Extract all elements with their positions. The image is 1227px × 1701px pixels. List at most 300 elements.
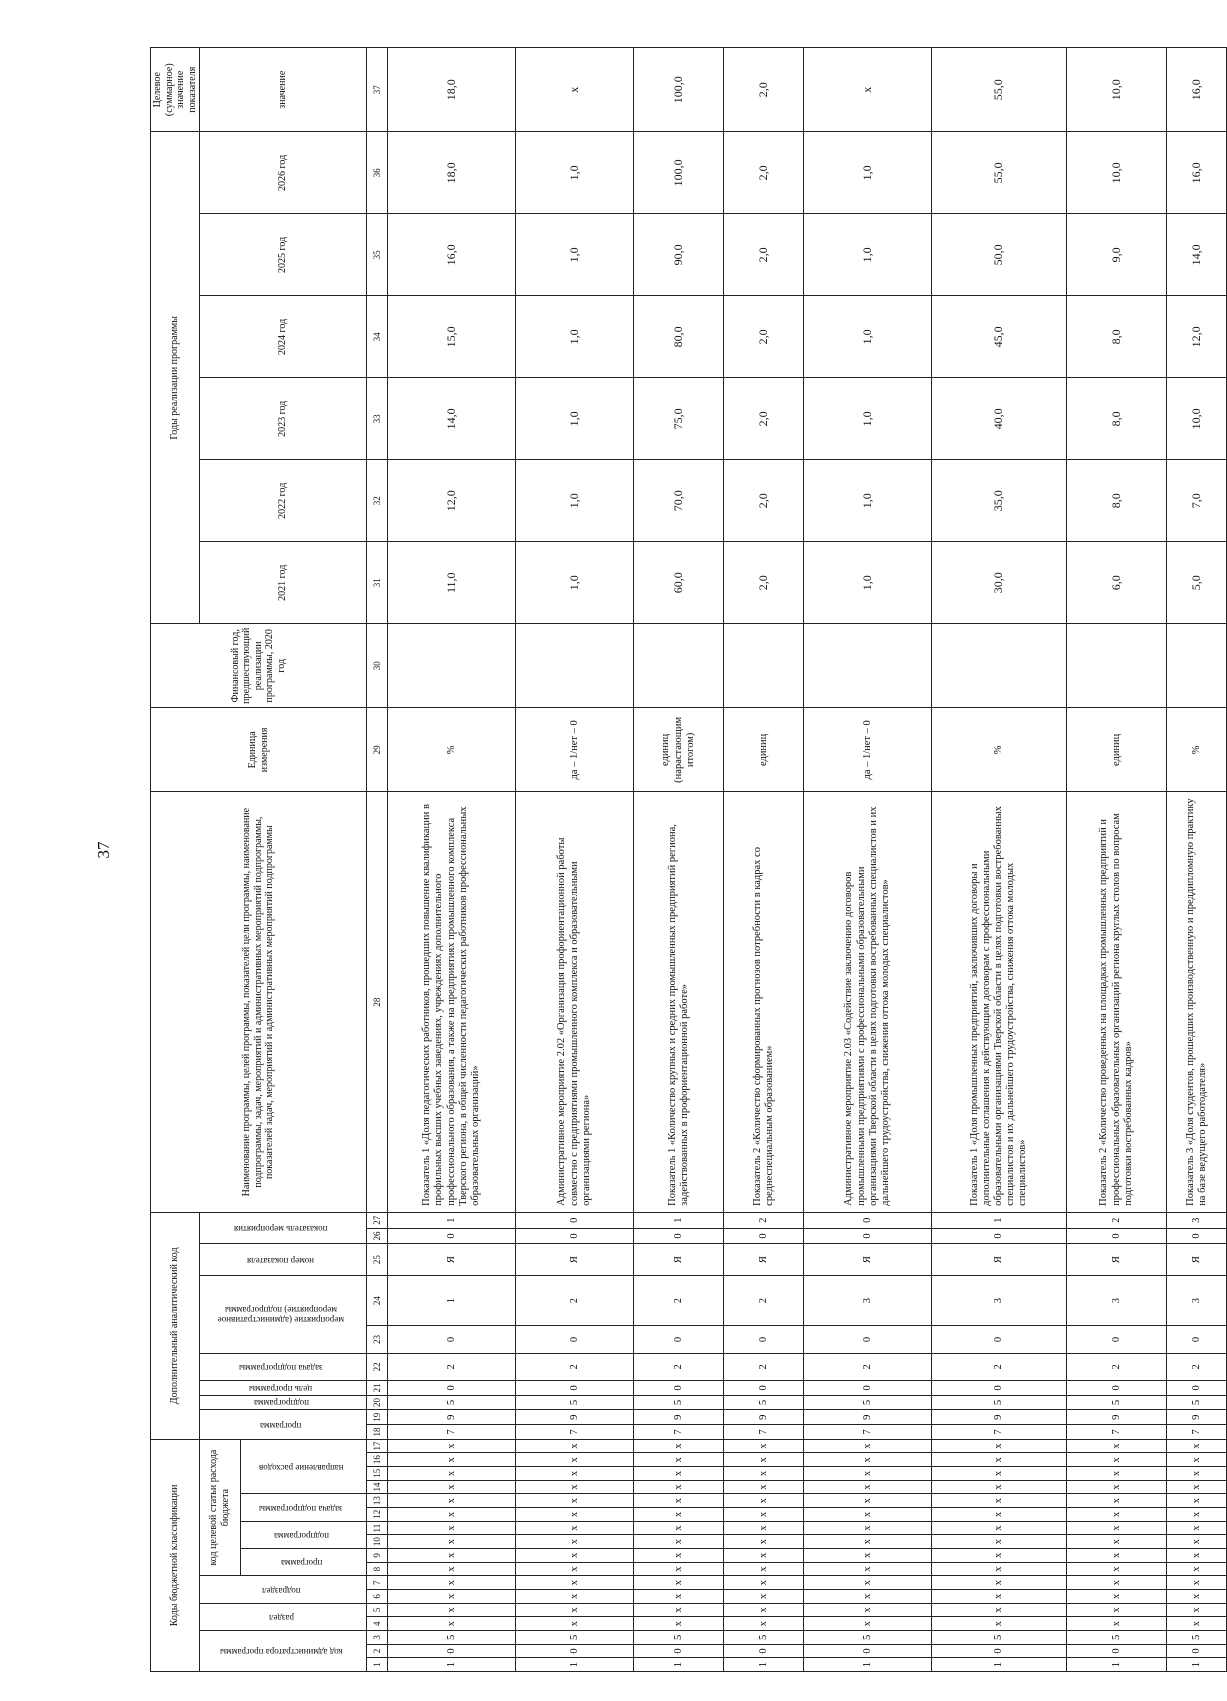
code-cell: х [516, 1521, 634, 1535]
code-cell: х [388, 1617, 516, 1631]
code-cell: х [516, 1603, 634, 1617]
year-value-cell: 1,0 [804, 542, 932, 624]
code-cell: 1 [388, 1658, 516, 1672]
unit-cell: да – 1/нет – 0 [516, 708, 634, 792]
year-value-cell: 1,0 [516, 132, 634, 214]
column-index-cell: 28 [367, 792, 388, 1212]
code-cell: х [724, 1494, 804, 1508]
code-cell: х [1167, 1549, 1227, 1563]
code-cell: х [388, 1467, 516, 1481]
code-cell: 0 [1167, 1326, 1227, 1353]
indicator-name: Показатель 1 «Количество крупных и средних промышленных предприятий региона, задействованных в профориентационной работе» [634, 792, 724, 1212]
code-cell: х [1167, 1453, 1227, 1467]
code-cell: 5 [1067, 1395, 1167, 1410]
code-cell: х [634, 1549, 724, 1563]
code-cell: х [804, 1453, 932, 1467]
code-cell: 2 [1167, 1353, 1227, 1380]
code-cell: Я [1167, 1244, 1227, 1276]
code-cell: х [388, 1508, 516, 1522]
header-admin-code [200, 1631, 367, 1672]
year-value-cell: 9,0 [1067, 214, 1167, 296]
code-cell: х [724, 1549, 804, 1563]
year-value-cell: 70,0 [634, 460, 724, 542]
column-index-cell: 24 [367, 1275, 388, 1325]
code-cell: 7 [724, 1425, 804, 1440]
code-cell: х [1067, 1521, 1167, 1535]
code-cell: 0 [932, 1326, 1067, 1353]
code-cell: х [804, 1494, 932, 1508]
column-index-cell: 1 [367, 1658, 388, 1672]
code-cell: х [932, 1439, 1067, 1453]
code-cell: х [724, 1590, 804, 1604]
base-year-cell [804, 624, 932, 708]
code-cell: 0 [516, 1228, 634, 1244]
column-index-cell: 19 [367, 1410, 388, 1425]
code-cell: х [634, 1508, 724, 1522]
code-cell: х [388, 1603, 516, 1617]
code-cell: 9 [388, 1410, 516, 1425]
column-index-cell: 33 [367, 378, 388, 460]
indicator-name: Показатель 2 «Количество проведенных на площадках промышленных предприятий и профессиональных образовательных организаций региона круглых столов по вопросам подготовки востребованных кадров» [1067, 792, 1167, 1212]
year-value-cell: 1,0 [804, 296, 932, 378]
code-cell: х [1167, 1521, 1227, 1535]
code-cell: х [932, 1549, 1067, 1563]
code-cell: 0 [1167, 1644, 1227, 1658]
code-cell: х [1067, 1467, 1167, 1481]
header-add-task [200, 1353, 367, 1380]
code-cell: х [634, 1590, 724, 1604]
code-cell: 0 [1067, 1228, 1167, 1244]
column-index-cell: 4 [367, 1617, 388, 1631]
code-cell: х [388, 1439, 516, 1453]
code-cell: 7 [516, 1425, 634, 1440]
code-cell: 5 [388, 1395, 516, 1410]
code-cell: 0 [1167, 1228, 1227, 1244]
year-value-cell: 40,0 [932, 378, 1067, 460]
column-index-cell: 14 [367, 1480, 388, 1494]
header-add-event [200, 1275, 367, 1353]
column-index-cell: 34 [367, 296, 388, 378]
code-cell: х [1067, 1562, 1167, 1576]
header-section-text: раздел [268, 1612, 294, 1623]
code-cell: х [724, 1453, 804, 1467]
code-cell: х [388, 1480, 516, 1494]
code-cell: х [1167, 1535, 1227, 1549]
code-cell: 0 [804, 1228, 932, 1244]
header-2022: 2022 год [200, 460, 367, 542]
header-target: Целевое (суммарное) значение показателя [151, 48, 200, 132]
code-cell: 1 [388, 1212, 516, 1228]
base-year-cell [516, 624, 634, 708]
code-cell: 5 [932, 1395, 1067, 1410]
header-task-programs-text: задача подпрограммы [259, 1503, 344, 1514]
year-value-cell: 14,0 [1167, 214, 1227, 296]
code-cell: х [932, 1535, 1067, 1549]
year-value-cell: 80,0 [634, 296, 724, 378]
column-index-cell: 37 [367, 48, 388, 132]
column-index-cell: 25 [367, 1244, 388, 1276]
code-cell: 0 [724, 1380, 804, 1395]
table-row [724, 48, 804, 1672]
base-year-cell [1167, 624, 1227, 708]
header-years: Годы реализации программы [151, 132, 200, 624]
column-index-row [367, 48, 388, 1672]
code-cell: х [804, 1467, 932, 1481]
code-cell: х [724, 1535, 804, 1549]
code-cell: 0 [804, 1380, 932, 1395]
year-value-cell: 2,0 [724, 296, 804, 378]
code-cell: х [1067, 1576, 1167, 1590]
column-index-cell: 15 [367, 1467, 388, 1481]
code-cell: х [634, 1467, 724, 1481]
code-cell: х [804, 1480, 932, 1494]
column-index-cell: 22 [367, 1353, 388, 1380]
code-cell: х [634, 1617, 724, 1631]
year-value-cell: 1,0 [516, 214, 634, 296]
code-cell: х [1167, 1439, 1227, 1453]
code-cell: х [804, 1590, 932, 1604]
table-row [1067, 48, 1167, 1672]
code-cell: Я [634, 1244, 724, 1276]
code-cell: х [724, 1508, 804, 1522]
code-cell: 0 [804, 1326, 932, 1353]
header-program [240, 1549, 367, 1576]
code-cell: х [1067, 1617, 1167, 1631]
code-cell: 7 [1167, 1425, 1227, 1440]
code-cell: 7 [388, 1425, 516, 1440]
header-add-program-text: программа [260, 1420, 302, 1431]
year-value-cell: 8,0 [1067, 296, 1167, 378]
code-cell: 0 [634, 1228, 724, 1244]
code-cell: х [634, 1453, 724, 1467]
year-value-cell: 15,0 [388, 296, 516, 378]
year-value-cell: 11,0 [388, 542, 516, 624]
code-cell: х [388, 1494, 516, 1508]
code-cell: 0 [1067, 1644, 1167, 1658]
column-index-cell: 17 [367, 1439, 388, 1453]
header-row-1 [151, 48, 200, 1672]
year-value-cell: 1,0 [804, 214, 932, 296]
code-cell: 1 [932, 1212, 1067, 1228]
code-cell: Я [516, 1244, 634, 1276]
column-index-cell: 11 [367, 1521, 388, 1535]
header-add-indicator [200, 1244, 367, 1276]
code-cell: 2 [724, 1353, 804, 1380]
code-cell: 5 [1167, 1631, 1227, 1645]
code-cell: 0 [1167, 1380, 1227, 1395]
code-cell: х [724, 1617, 804, 1631]
column-index-cell: 2 [367, 1644, 388, 1658]
code-cell: х [1067, 1439, 1167, 1453]
code-cell: х [388, 1576, 516, 1590]
code-cell: х [1167, 1603, 1227, 1617]
code-cell: х [516, 1480, 634, 1494]
year-value-cell: 10,0 [1167, 378, 1227, 460]
header-2023: 2023 год [200, 378, 367, 460]
code-cell: х [634, 1521, 724, 1535]
year-value-cell: 60,0 [634, 542, 724, 624]
code-cell: 7 [804, 1425, 932, 1440]
code-cell: х [516, 1508, 634, 1522]
indicator-name: Административное мероприятие 2.03 «Содействие заключению договоров промышленными предприятиями с профессиональными образовательными организациями Тверской области в целях подготовки востребованных специалистов и их дальнейшего трудоустройства, снижения оттока молодых специалистов» [804, 792, 932, 1212]
indicator-name: Показатель 2 «Количество сформированных прогнозов потребности в кадрах со среднеспециальным образованием» [724, 792, 804, 1212]
code-cell: 0 [516, 1380, 634, 1395]
code-cell: х [516, 1494, 634, 1508]
code-cell: х [1067, 1453, 1167, 1467]
code-cell: 2 [724, 1212, 804, 1228]
program-indicators-table [150, 47, 1227, 1672]
year-value-cell: 2,0 [724, 542, 804, 624]
header-directions-text: направление расходов [258, 1462, 344, 1473]
code-cell: х [932, 1508, 1067, 1522]
rotated-table-wrapper [150, 47, 1208, 1672]
header-add-task-text: задача подпрограммы [239, 1362, 323, 1373]
code-cell: х [1167, 1576, 1227, 1590]
code-cell: х [724, 1480, 804, 1494]
year-value-cell: 18,0 [388, 132, 516, 214]
header-target-value: значение [200, 48, 367, 132]
target-value-cell: 100,0 [634, 48, 724, 132]
code-cell: 5 [634, 1631, 724, 1645]
column-index-cell: 23 [367, 1326, 388, 1353]
code-cell: 5 [1067, 1631, 1167, 1645]
code-cell: 0 [516, 1326, 634, 1353]
header-add-subprogram-text: подпрограмма [253, 1398, 309, 1409]
year-value-cell: 75,0 [634, 378, 724, 460]
target-value-cell: 55,0 [932, 48, 1067, 132]
code-cell: х [1167, 1617, 1227, 1631]
code-cell: 2 [388, 1353, 516, 1380]
code-cell: х [804, 1508, 932, 1522]
header-add-subprogram [200, 1395, 367, 1410]
header-target-article: код целевой статьи расхода бюджета [200, 1439, 241, 1576]
code-cell: Я [932, 1244, 1067, 1276]
year-value-cell: 35,0 [932, 460, 1067, 542]
code-cell: 0 [932, 1644, 1067, 1658]
code-cell: х [804, 1603, 932, 1617]
year-value-cell: 1,0 [516, 296, 634, 378]
code-cell: х [932, 1467, 1067, 1481]
header-2024: 2024 год [200, 296, 367, 378]
year-value-cell: 30,0 [932, 542, 1067, 624]
code-cell: х [932, 1521, 1067, 1535]
code-cell: х [804, 1576, 932, 1590]
header-name: Наименование программы, целей программы, показателей цели программы, наименование подпрограммы, задач, мероприятий и административных мероприятий подпрограммы, показателей задач, мероприятий и административных мероприятий подпрограммы [151, 792, 367, 1212]
base-year-cell [1067, 624, 1167, 708]
year-value-cell: 1,0 [804, 132, 932, 214]
code-cell: х [1067, 1549, 1167, 1563]
year-value-cell: 8,0 [1067, 378, 1167, 460]
year-value-cell: 45,0 [932, 296, 1067, 378]
header-add-indicator-num [200, 1212, 367, 1244]
header-subprogram [240, 1521, 367, 1548]
column-index-cell: 21 [367, 1380, 388, 1395]
code-cell: 1 [932, 1658, 1067, 1672]
table-row [1167, 48, 1227, 1672]
column-index-cell: 7 [367, 1576, 388, 1590]
code-cell: х [724, 1521, 804, 1535]
code-cell: х [724, 1467, 804, 1481]
column-index-cell: 35 [367, 214, 388, 296]
code-cell: 9 [932, 1410, 1067, 1425]
header-2025: 2025 год [200, 214, 367, 296]
code-cell: 2 [634, 1353, 724, 1380]
header-budget-codes: Коды бюджетной классификации [151, 1439, 200, 1671]
column-index-cell: 16 [367, 1453, 388, 1467]
code-cell: х [1067, 1535, 1167, 1549]
year-value-cell: 12,0 [388, 460, 516, 542]
column-index-cell: 29 [367, 708, 388, 792]
year-value-cell: 2,0 [724, 132, 804, 214]
code-cell: 0 [724, 1644, 804, 1658]
page-number: 37 [94, 841, 113, 859]
table-row [388, 48, 516, 1672]
code-cell: 0 [1067, 1326, 1167, 1353]
base-year-cell [932, 624, 1067, 708]
code-cell: 9 [804, 1410, 932, 1425]
unit-cell: да – 1/нет – 0 [804, 708, 932, 792]
header-subsection-text: подраздел [261, 1585, 301, 1596]
target-value-cell: 2,0 [724, 48, 804, 132]
code-cell: х [516, 1562, 634, 1576]
column-index-cell: 36 [367, 132, 388, 214]
code-cell: 9 [634, 1410, 724, 1425]
code-cell: х [634, 1480, 724, 1494]
code-cell: 1 [516, 1658, 634, 1672]
code-cell: х [804, 1439, 932, 1453]
column-index-cell: 5 [367, 1603, 388, 1617]
code-cell: 0 [388, 1380, 516, 1395]
code-cell: 5 [516, 1395, 634, 1410]
code-cell: 3 [1167, 1275, 1227, 1325]
code-cell: 0 [1067, 1380, 1167, 1395]
code-cell: х [804, 1617, 932, 1631]
code-cell: 2 [804, 1353, 932, 1380]
year-value-cell: 2,0 [724, 460, 804, 542]
year-value-cell: 1,0 [516, 460, 634, 542]
code-cell: 2 [516, 1353, 634, 1380]
code-cell: 5 [804, 1395, 932, 1410]
code-cell: 0 [516, 1644, 634, 1658]
code-cell: 5 [516, 1631, 634, 1645]
code-cell: 2 [724, 1275, 804, 1325]
code-cell: х [932, 1480, 1067, 1494]
base-year-cell [634, 624, 724, 708]
code-cell: х [634, 1576, 724, 1590]
code-cell: 7 [932, 1425, 1067, 1440]
table-body [388, 48, 1227, 1672]
column-index-cell: 31 [367, 542, 388, 624]
code-cell: 2 [516, 1275, 634, 1325]
column-index-cell: 9 [367, 1549, 388, 1563]
code-cell: 1 [1067, 1658, 1167, 1672]
table-row [634, 48, 724, 1672]
code-cell: 5 [932, 1631, 1067, 1645]
code-cell: х [724, 1603, 804, 1617]
column-index-cell: 32 [367, 460, 388, 542]
code-cell: 9 [724, 1410, 804, 1425]
code-cell: 9 [516, 1410, 634, 1425]
code-cell: 3 [932, 1275, 1067, 1325]
code-cell: 7 [1067, 1425, 1167, 1440]
column-index-cell: 20 [367, 1395, 388, 1410]
code-cell: х [634, 1603, 724, 1617]
code-cell: 0 [516, 1212, 634, 1228]
code-cell: х [932, 1494, 1067, 1508]
year-value-cell: 7,0 [1167, 460, 1227, 542]
code-cell: х [804, 1521, 932, 1535]
code-cell: 0 [634, 1380, 724, 1395]
code-cell: Я [388, 1244, 516, 1276]
column-index-cell: 8 [367, 1562, 388, 1576]
year-value-cell: 2,0 [724, 378, 804, 460]
unit-cell: % [1167, 708, 1227, 792]
code-cell: х [1167, 1508, 1227, 1522]
code-cell: х [516, 1576, 634, 1590]
code-cell: х [516, 1467, 634, 1481]
indicator-name: Показатель 1 «Доля педагогических работников, прошедших повышение квалификации в профильных высших учебных заведениях, учреждениях дополнительного профессионального образования, а также на предприятиях промышленного комплекса Тверского региона, в общей численности педагогических работников профессиональных образовательных организаций» [388, 792, 516, 1212]
code-cell: х [724, 1439, 804, 1453]
code-cell: 0 [388, 1326, 516, 1353]
code-cell: х [388, 1453, 516, 1467]
code-cell: 3 [804, 1275, 932, 1325]
code-cell: 5 [804, 1631, 932, 1645]
code-cell: 5 [724, 1395, 804, 1410]
header-subprogram-text: подпрограмма [273, 1530, 329, 1541]
code-cell: 0 [724, 1228, 804, 1244]
header-program-text: программа [280, 1558, 322, 1569]
unit-cell: % [932, 708, 1067, 792]
code-cell: 0 [804, 1212, 932, 1228]
column-index-cell: 26 [367, 1228, 388, 1244]
header-add-indicator-num-text: показатель мероприятия [234, 1224, 328, 1235]
code-cell: 1 [804, 1658, 932, 1672]
column-index-cell: 12 [367, 1508, 388, 1522]
column-index-cell: 10 [367, 1535, 388, 1549]
code-cell: 2 [932, 1353, 1067, 1380]
year-value-cell: 16,0 [1167, 132, 1227, 214]
code-cell: х [388, 1562, 516, 1576]
code-cell: 1 [388, 1275, 516, 1325]
header-unit: Единица измерения [151, 708, 367, 792]
code-cell: х [634, 1562, 724, 1576]
column-index-cell: 6 [367, 1590, 388, 1604]
year-value-cell: 1,0 [516, 542, 634, 624]
column-index-cell: 13 [367, 1494, 388, 1508]
code-cell: х [932, 1603, 1067, 1617]
code-cell: 1 [724, 1658, 804, 1672]
year-value-cell: 5,0 [1167, 542, 1227, 624]
year-value-cell: 1,0 [516, 378, 634, 460]
base-year-cell [724, 624, 804, 708]
code-cell: х [1067, 1590, 1167, 1604]
code-cell: х [804, 1535, 932, 1549]
code-cell: 0 [724, 1326, 804, 1353]
code-cell: х [932, 1576, 1067, 1590]
header-add-event-text: мероприятие (административное мероприятие) подпрограммы [217, 1305, 345, 1326]
code-cell: 0 [388, 1228, 516, 1244]
unit-cell: единиц [1067, 708, 1167, 792]
year-value-cell: 90,0 [634, 214, 724, 296]
header-directions [240, 1439, 367, 1494]
code-cell: 1 [634, 1658, 724, 1672]
code-cell: 0 [388, 1644, 516, 1658]
header-additional-code: Дополнительный аналитический код [151, 1212, 200, 1439]
code-cell: х [516, 1617, 634, 1631]
code-cell: х [634, 1535, 724, 1549]
target-value-cell: 18,0 [388, 48, 516, 132]
indicator-name: Показатель 1 «Доля промышленных предприятий, заключивших договоры и дополнительные соглашения к действующим договорам с профессиональными образовательными организациями Тверской области в целях подготовки востребованных специалистов и их дальнейшего трудоустройства, снижения оттока молодых специалистов» [932, 792, 1067, 1212]
